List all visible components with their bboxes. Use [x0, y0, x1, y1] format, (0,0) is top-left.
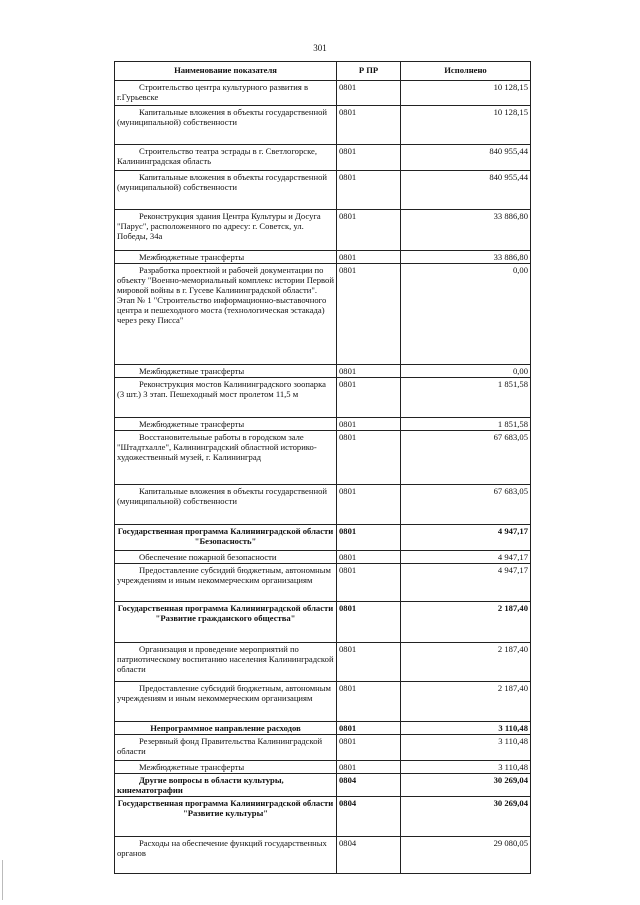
row-code-cell: 0801: [337, 81, 401, 106]
row-code-cell: 0801: [337, 418, 401, 431]
row-value-cell: 33 886,80: [401, 210, 531, 251]
row-name-cell: Организация и проведение мероприятий по патриотическому воспитанию населения Калининградской области: [115, 643, 337, 682]
table-row: [115, 378, 531, 418]
table-row: [115, 602, 531, 643]
row-name-cell: Восстановительные работы в городском зале "Штадтхалле", Калининградский областной историко-художественный музей, г. Калининград: [115, 431, 337, 485]
row-name-cell: Государственная программа Калининградской области "Развитие культуры": [115, 797, 337, 837]
row-value-cell: 4 947,17: [401, 564, 531, 602]
row-name-cell: Реконструкция здания Центра Культуры и Досуга "Парус", расположенного по адресу: г. Советск, ул. Победы, 34а: [115, 210, 337, 251]
row-name-cell: Реконструкция мостов Калининградского зоопарка (3 шт.) 3 этап. Пешеходный мост пролетом 11,5 м: [115, 378, 337, 418]
row-code-cell: 0801: [337, 210, 401, 251]
row-value-cell: 1 851,58: [401, 418, 531, 431]
row-name-cell: Разработка проектной и рабочей документации по объекту "Военно-мемориальный комплекс истории Первой мировой войны в г. Гусеве Калининградской области". Этап № 1 "Строительство информационно-выставочного центра и пешеходного моста (технологическая эстакада) через реку Писса": [115, 264, 337, 365]
row-code-cell: 0801: [337, 564, 401, 602]
row-name-cell: Резервный фонд Правительства Калининградской области: [115, 735, 337, 761]
row-value-cell: 3 110,48: [401, 722, 531, 735]
table-row: [115, 106, 531, 145]
row-value-cell: 67 683,05: [401, 485, 531, 525]
table-row: [115, 251, 531, 264]
table-row: [115, 735, 531, 761]
row-name-cell: Другие вопросы в области культуры, кинематографии: [115, 774, 337, 797]
row-name-cell: Строительство центра культурного развития в г.Гурьевске: [115, 81, 337, 106]
row-name-cell: Предоставление субсидий бюджетным, автономным учреждениям и иным некоммерческим организациям: [115, 564, 337, 602]
table-row: [115, 145, 531, 171]
page-number: 301: [313, 43, 327, 53]
table-row: [115, 525, 531, 551]
table-row: [115, 431, 531, 485]
row-name-cell: Государственная программа Калининградской области "Безопасность": [115, 525, 337, 551]
row-value-cell: 33 886,80: [401, 251, 531, 264]
table-header-row: [115, 62, 531, 81]
row-code-cell: 0804: [337, 837, 401, 874]
expenditure-table: [114, 61, 531, 874]
row-name-cell: Расходы на обеспечение функций государственных органов: [115, 837, 337, 874]
table-row: [115, 264, 531, 365]
table-row: [115, 774, 531, 797]
table-row: [115, 761, 531, 774]
row-name-cell: Обеспечение пожарной безопасности: [115, 551, 337, 564]
row-name-cell: Межбюджетные трансферты: [115, 418, 337, 431]
row-value-cell: 840 955,44: [401, 145, 531, 171]
row-value-cell: 3 110,48: [401, 761, 531, 774]
row-code-cell: 0801: [337, 525, 401, 551]
row-code-cell: 0801: [337, 431, 401, 485]
table-row: [115, 643, 531, 682]
row-value-cell: 30 269,04: [401, 797, 531, 837]
table-row: [115, 171, 531, 210]
row-code-cell: 0801: [337, 365, 401, 378]
row-name-cell: Непрограммное направление расходов: [115, 722, 337, 735]
row-name-cell: Межбюджетные трансферты: [115, 761, 337, 774]
row-code-cell: 0801: [337, 264, 401, 365]
row-name-cell: Капитальные вложения в объекты государственной (муниципальной) собственности: [115, 485, 337, 525]
row-value-cell: 4 947,17: [401, 551, 531, 564]
row-code-cell: 0801: [337, 682, 401, 722]
row-name-cell: Строительство театра эстрады в г. Светлогорске, Калининградская область: [115, 145, 337, 171]
table-row: [115, 722, 531, 735]
row-code-cell: 0804: [337, 774, 401, 797]
header-name: Наименование показателя: [115, 62, 337, 81]
row-code-cell: 0801: [337, 602, 401, 643]
table-row: [115, 210, 531, 251]
row-code-cell: 0801: [337, 378, 401, 418]
table-body: [115, 81, 531, 874]
row-code-cell: 0801: [337, 643, 401, 682]
row-value-cell: 2 187,40: [401, 643, 531, 682]
row-code-cell: 0801: [337, 485, 401, 525]
row-value-cell: 2 187,40: [401, 602, 531, 643]
row-name-cell: Государственная программа Калининградской области "Развитие гражданского общества": [115, 602, 337, 643]
row-value-cell: 30 269,04: [401, 774, 531, 797]
row-value-cell: 2 187,40: [401, 682, 531, 722]
row-name-cell: Капитальные вложения в объекты государственной (муниципальной) собственности: [115, 106, 337, 145]
row-value-cell: 840 955,44: [401, 171, 531, 210]
row-name-cell: Предоставление субсидий бюджетным, автономным учреждениям и иным некоммерческим организациям: [115, 682, 337, 722]
row-value-cell: 0,00: [401, 365, 531, 378]
table-row: [115, 564, 531, 602]
row-code-cell: 0801: [337, 551, 401, 564]
table-row: [115, 81, 531, 106]
row-name-cell: Межбюджетные трансферты: [115, 251, 337, 264]
table-row: [115, 837, 531, 874]
row-value-cell: 10 128,15: [401, 81, 531, 106]
row-code-cell: 0801: [337, 145, 401, 171]
table-row: [115, 797, 531, 837]
row-code-cell: 0801: [337, 761, 401, 774]
row-name-cell: Капитальные вложения в объекты государственной (муниципальной) собственности: [115, 171, 337, 210]
scan-edge-mark: [2, 860, 3, 900]
table-row: [115, 365, 531, 378]
row-value-cell: 4 947,17: [401, 525, 531, 551]
row-value-cell: 0,00: [401, 264, 531, 365]
row-code-cell: 0801: [337, 171, 401, 210]
table-row: [115, 418, 531, 431]
row-name-cell: Межбюджетные трансферты: [115, 365, 337, 378]
table-row: [115, 485, 531, 525]
row-value-cell: 10 128,15: [401, 106, 531, 145]
row-code-cell: 0801: [337, 735, 401, 761]
table-row: [115, 551, 531, 564]
row-code-cell: 0801: [337, 722, 401, 735]
row-value-cell: 1 851,58: [401, 378, 531, 418]
row-value-cell: 67 683,05: [401, 431, 531, 485]
header-code: Р ПР: [337, 62, 401, 81]
row-code-cell: 0804: [337, 797, 401, 837]
row-value-cell: 29 080,05: [401, 837, 531, 874]
table-row: [115, 682, 531, 722]
row-value-cell: 3 110,48: [401, 735, 531, 761]
header-value: Исполнено: [401, 62, 531, 81]
row-code-cell: 0801: [337, 251, 401, 264]
row-code-cell: 0801: [337, 106, 401, 145]
